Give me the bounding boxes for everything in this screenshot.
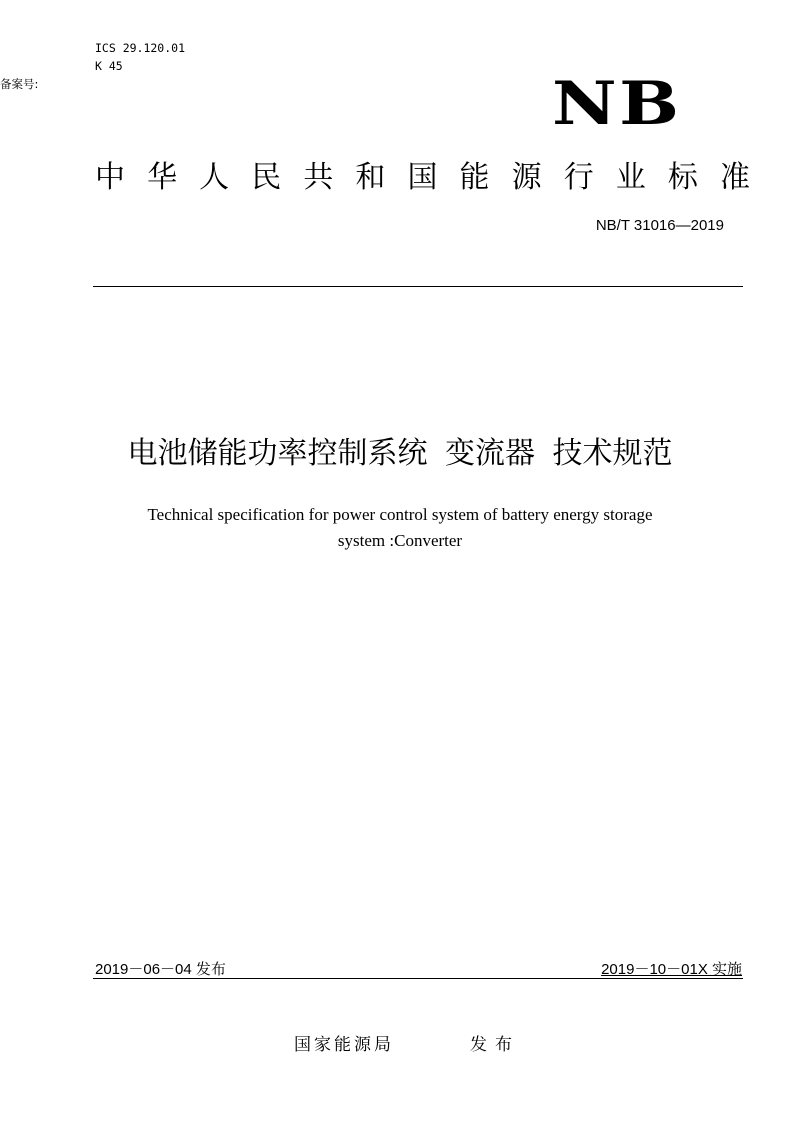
category-char: 源 <box>511 160 542 195</box>
title-chinese: 电池储能功率控制系统 变流器 技术规范 <box>127 436 673 471</box>
category-char: 国 <box>407 160 438 195</box>
category-char: 中 <box>95 160 125 195</box>
ccs-code: K 45 <box>95 59 123 73</box>
category-char: 能 <box>459 160 490 195</box>
title-english <box>100 502 700 554</box>
category-char: 共 <box>303 160 334 195</box>
publish-label: 发布 <box>470 1035 520 1055</box>
category-char: 行 <box>563 160 594 195</box>
standard-category <box>95 158 750 198</box>
category-char: 民 <box>251 160 282 195</box>
issue-date: 2019－06－04 发布 <box>95 961 226 978</box>
category-char: 人 <box>199 160 230 195</box>
title-english-line-2: system :Converter <box>337 531 463 550</box>
category-char: 标 <box>667 160 698 195</box>
category-char: 和 <box>355 160 386 195</box>
category-char: 华 <box>147 160 178 195</box>
standard-number: NB/T 31016—2019 <box>595 217 724 234</box>
top-divider <box>93 286 743 287</box>
bottom-divider <box>93 978 743 979</box>
record-number-label: 备案号: <box>0 77 39 91</box>
title-english-line-1: Technical specification for power control system of battery energy storage <box>147 505 653 524</box>
implementation-date: 2019－10－01X 实施 <box>601 961 742 978</box>
nb-logo: NB <box>552 69 682 139</box>
category-char: 业 <box>615 160 646 195</box>
issuing-authority: 国家能源局 <box>294 1035 394 1055</box>
ics-code: ICS 29.120.01 <box>95 41 186 55</box>
category-char: 准 <box>719 160 750 195</box>
